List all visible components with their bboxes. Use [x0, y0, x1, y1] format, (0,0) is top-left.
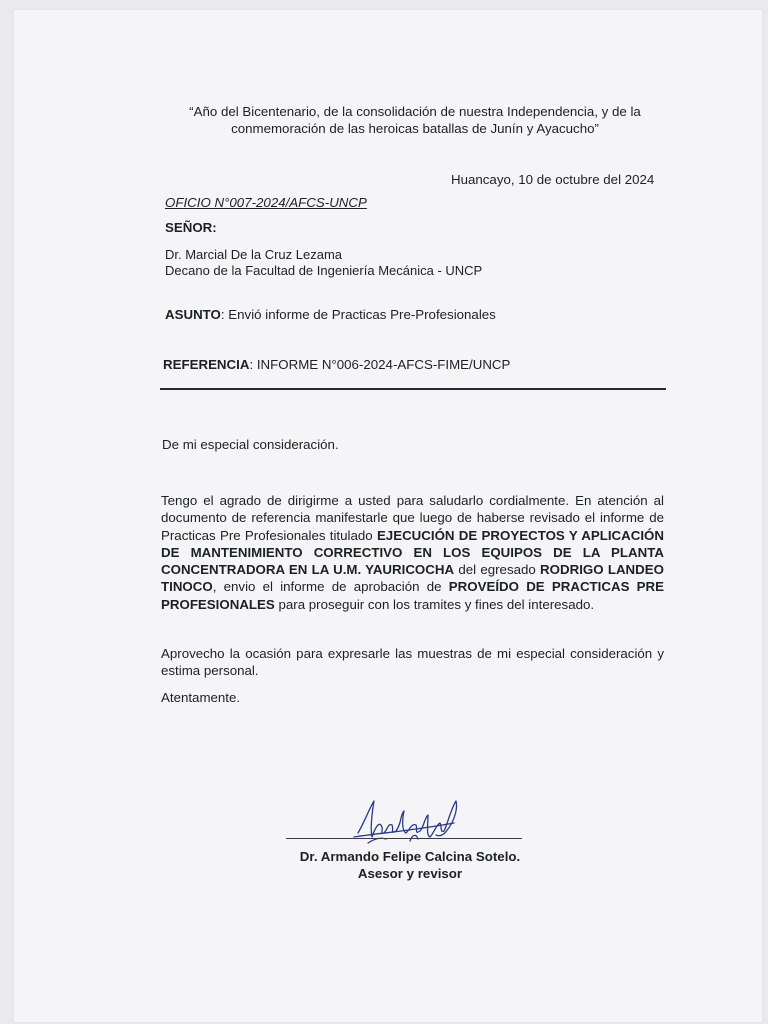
subject-label: ASUNTO — [165, 307, 221, 322]
approval-document: PROVEÍDO DE PRACTICAS PRE PROFESIONALES — [161, 579, 664, 612]
signer-block — [274, 848, 546, 882]
reference-label: REFERENCIA — [163, 357, 250, 372]
document-page — [14, 10, 762, 1022]
subject-line — [165, 307, 496, 322]
body-paragraph-1 — [161, 492, 664, 613]
motto-line-1: “Año del Bicentenario, de la consolidación de nuestra Independencia, y de la — [189, 104, 641, 119]
commemorative-motto — [160, 103, 670, 137]
addressee-position: Decano de la Facultad de Ingeniería Mecánica - UNCP — [165, 263, 483, 278]
p1-intro: Tengo el agrado de dirigirme a usted para saludarlo cordialmente. En atención al documento de referencia manifestarle que luego de haberse revisado el informe de Practicas Pre Profesionales titulado — [161, 493, 664, 543]
reference-text: : INFORME N°006-2024-AFCS-FIME/UNCP — [249, 357, 511, 372]
graduate-name: RODRIGO LANDEO TINOCO — [161, 562, 664, 595]
salutation: SEÑOR: — [165, 220, 217, 235]
body-paragraph-2: Aprovecho la ocasión para expresarle las muestras de mi especial consideración y estima personal. — [161, 646, 664, 679]
signer-name: Dr. Armando Felipe Calcina Sotelo. — [299, 849, 521, 864]
signer-role: Asesor y revisor — [357, 866, 463, 881]
handwritten-signature — [350, 793, 470, 853]
oficio-number: OFICIO N°007-2024/AFCS-UNCP — [165, 195, 367, 210]
p1-end: para proseguir con los tramites y fines del interesado. — [274, 596, 595, 612]
motto-line-2: conmemoración de las heroicas batallas de Junín y Ayacucho” — [231, 121, 599, 136]
closing: Atentamente. — [161, 690, 241, 705]
subject-text: : Envió informe de Practicas Pre-Profesionales — [220, 307, 496, 322]
addressee-block — [165, 247, 482, 279]
report-title: EJECUCIÓN DE PROYECTOS Y APLICACIÓN DE MANTENIMIENTO CORRECTIVO EN LOS EQUIPOS DE LA PLANTA CONCENTRADORA EN LA U.M. YAURICOCHA — [161, 527, 664, 578]
letter-date: Huancayo, 10 de octubre del 2024 — [451, 172, 655, 187]
reference-line — [163, 357, 510, 372]
greeting: De mi especial consideración. — [162, 437, 339, 452]
header-divider — [160, 388, 666, 390]
p1-connector: del egresado — [454, 562, 541, 578]
addressee-name: Dr. Marcial De la Cruz Lezama — [165, 247, 342, 262]
signature-line — [286, 838, 522, 839]
p1-middle: , envio el informe de aprobación de — [212, 579, 449, 595]
